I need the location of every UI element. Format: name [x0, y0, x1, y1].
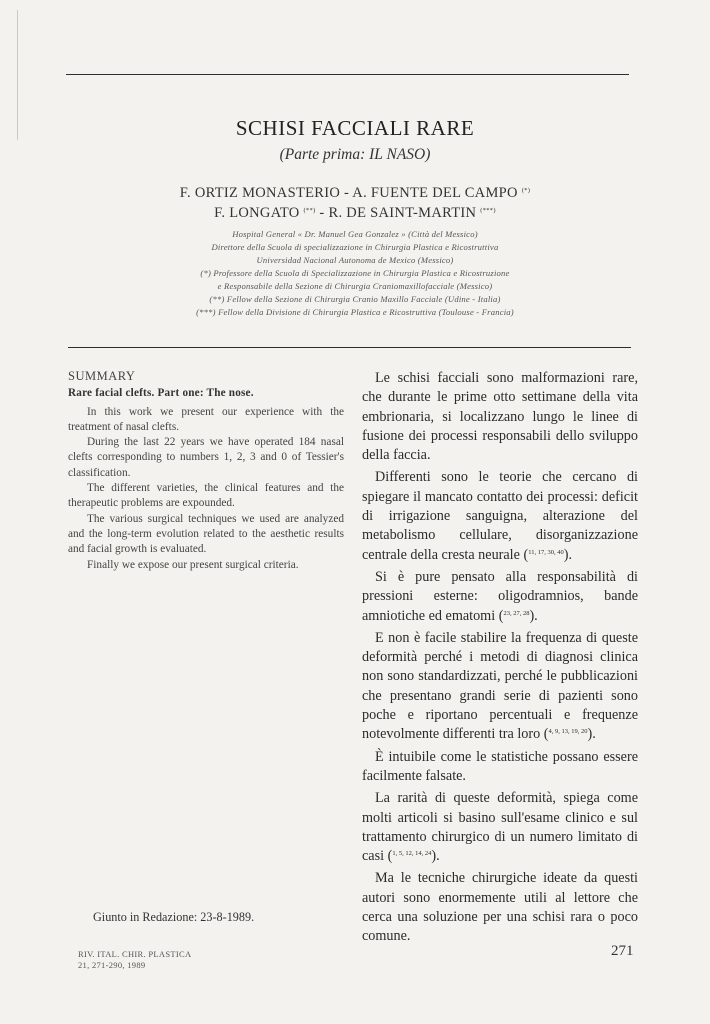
summary-paragraph: The different varieties, the clinical features and the therapeutic problems are expounded.	[68, 482, 344, 510]
top-rule	[66, 74, 629, 75]
author-mark: (**)	[303, 207, 316, 214]
body-text: Differenti sono le teorie che cercano di spiegare il mancato contatto dei processi: deficit di irrigazione sanguigna, alterazione del metabolismo cellulare, disorganizzazione centrale della cresta neurale (	[362, 469, 638, 563]
body-paragraph	[362, 629, 638, 745]
affiliations	[0, 228, 710, 319]
affiliation-line: (***) Fellow della Divisione di Chirurgia Plastica e Ricostruttiva (Toulouse - Francia)	[196, 307, 514, 317]
body-text: ).	[431, 848, 440, 865]
journal-name: RIV. ITAL. CHIR. PLASTICA	[78, 949, 192, 959]
page-number: 271	[611, 943, 634, 959]
affiliation-line: (**) Fellow della Sezione di Chirurgia Cranio Maxillo Facciale (Udine - Italia)	[209, 294, 501, 304]
body-text: Si è pure pensato alla responsabilità di pressioni esterne: oligodramnios, bande amniotiche ed ematomi (	[362, 568, 638, 624]
summary-subheading: Rare facial clefts. Part one: The nose.	[68, 387, 254, 400]
authors-line-2	[0, 203, 710, 223]
body-paragraph	[362, 568, 638, 626]
affiliation-line: (*) Professore della Scuola di Specializzazione in Chirurgia Plastica e Ricostruzione	[200, 268, 510, 278]
author-mark: (***)	[480, 207, 496, 214]
summary-heading: SUMMARY	[68, 369, 136, 383]
body-paragraph: Ma le tecniche chirurgiche ideate da questi autori sono enormemente utili al lettore che cerca una soluzione per una schisi rara o poco comune.	[362, 870, 638, 945]
authors-line-1-names: F. ORTIZ MONASTERIO - A. FUENTE DEL CAMPO	[179, 185, 518, 201]
citation-refs: 23, 27, 28	[503, 609, 530, 617]
citation-refs: 1, 5, 12, 14, 24	[392, 850, 432, 858]
body-column	[362, 369, 638, 950]
author-saint-martin: - R. DE SAINT-MARTIN	[315, 205, 477, 221]
body-text: ).	[587, 726, 596, 743]
summary-paragraph: Finally we expose our present surgical criteria.	[87, 558, 299, 571]
summary-column	[68, 369, 344, 573]
journal-volume: 21, 271-290, 1989	[78, 959, 146, 970]
article-title: SCHISI FACCIALI RARE	[235, 116, 475, 140]
body-text: La rarità di queste deformità, spiega come molti articoli si basino sull'esame clinico e sul trattamento chirurgico di un numero limitato di casi (	[362, 790, 638, 865]
summary-paragraph: In this work we present our experience with the treatment of nasal clefts.	[68, 405, 344, 433]
authors-line-1	[0, 183, 710, 203]
citation-refs: 4, 9, 13, 19, 20	[548, 728, 588, 736]
body-paragraph: È intuibile come le statistiche possano essere facilmente falsate.	[362, 748, 638, 784]
affiliation-line: Hospital General « Dr. Manuel Gea Gonzalez » (Città del Messico)	[232, 229, 478, 239]
body-paragraph	[362, 789, 638, 866]
mid-rule	[68, 347, 631, 348]
author-mark: (*)	[521, 187, 531, 194]
citation-refs: 11, 17, 30, 40	[528, 548, 564, 556]
summary-paragraph: During the last 22 years we have operated 184 nasal clefts corresponding to numbers 1, 2, 3 and 0 of Tessier's classification.	[68, 436, 344, 479]
received-date: Giunto in Redazione: 23-8-1989.	[93, 910, 255, 924]
summary-paragraph: The various surgical techniques we used are analyzed and the long-term evolution related to the aesthetic results and facial growth is evaluated.	[68, 512, 344, 556]
body-paragraph	[362, 468, 638, 564]
authors-block	[0, 183, 710, 223]
article-subtitle: (Parte prima: IL NASO)	[279, 146, 431, 163]
author-longato: F. LONGATO	[214, 205, 300, 221]
affiliation-line: Universidad Nacional Autonoma de Mexico (Messico)	[256, 255, 454, 265]
body-text: E non è facile stabilire la frequenza di queste deformità perché i metodi di diagnosi clinica non sono standardizzati, perché le pubblicazioni che presentano grandi serie di pazienti sono poche e riportano percentuali e frequenze notevolmente differenti tra loro (	[362, 629, 638, 743]
body-text: ).	[563, 546, 572, 563]
affiliation-line: e Responsabile della Sezione di Chirurgia Craniomaxillofacciale (Messico)	[217, 281, 493, 291]
affiliation-line: Direttore della Scuola di specializzazione in Chirurgia Plastica e Ricostruttiva	[211, 242, 499, 252]
body-text: ).	[529, 607, 538, 624]
journal-citation	[78, 949, 191, 970]
body-paragraph: Le schisi facciali sono malformazioni rare, che durante le prime otto settimane della vita embrionaria, si localizzano lungo le linee di fusione dei processi responsabili dello sviluppo della faccia.	[362, 370, 638, 464]
